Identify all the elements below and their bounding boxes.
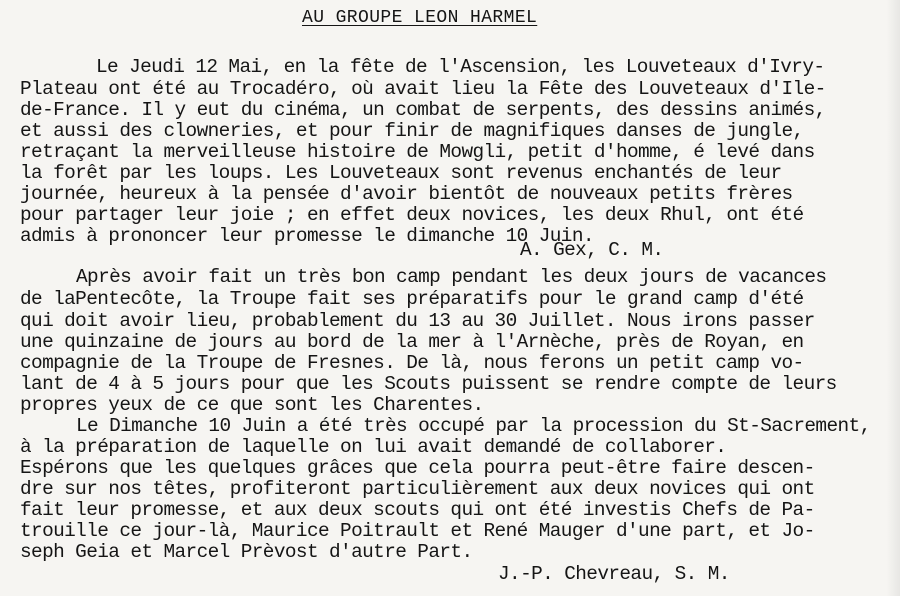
- paragraph1-line-9: admis à prononcer leur promesse le dimanche 10 Juin.: [20, 225, 594, 247]
- signature-gex: A. Gex, C. M.: [520, 239, 664, 261]
- paragraph3-line-4: dre sur nos têtes, profiteront particulièrement aux deux novices qui ont: [20, 478, 815, 500]
- paragraph3-line-7: seph Geia et Marcel Prèvost d'autre Part.: [20, 541, 473, 563]
- paragraph1-line-8: pour partager leur joie ; en effet deux novices, les deux Rhul, ont été: [20, 204, 804, 226]
- page-edge-shadow: [886, 0, 900, 596]
- paragraph1-line-3: de-France. Il y eut du cinéma, un combat de serpents, des dessins animés,: [20, 99, 826, 121]
- paragraph3-line-1: Le Dimanche 10 Juin a été très occupé par la procession du St-Sacrement,: [76, 415, 871, 437]
- paragraph2-line-2: de laPentecôte, la Troupe fait ses préparatifs pour le grand camp d'été: [20, 288, 804, 310]
- paragraph3-line-6: trouille ce jour-là, Maurice Poitrault et René Mauger d'une part, et Jo-: [20, 520, 815, 542]
- paragraph1-line-1: Le Jeudi 12 Mai, en la fête de l'Ascension, les Louveteaux d'Ivry-: [96, 56, 825, 78]
- paragraph2-line-1: Après avoir fait un très bon camp pendant les deux jours de vacances: [76, 266, 827, 288]
- paragraph1-line-7: journée, heureux à la pensée d'avoir bientôt de nouveaux petits frères: [20, 183, 793, 205]
- paragraph2-line-6: lant de 4 à 5 jours pour que les Scouts puissent se rendre compte de leurs: [20, 373, 837, 395]
- paragraph1-line-5: retraçant la merveilleuse histoire de Mowgli, petit d'homme, é levé dans: [20, 141, 815, 163]
- paragraph1-line-2: Plateau ont été au Trocadéro, où avait lieu la Fête des Louveteaux d'Ile-: [20, 78, 826, 100]
- paragraph1-line-4: et aussi des clowneries, et pour finir de magnifiques danses de jungle,: [20, 120, 804, 142]
- paragraph2-line-5: compagnie de la Troupe de Fresnes. De là, nous ferons un petit camp vo-: [20, 352, 804, 374]
- paragraph2-line-4: une quinzaine de jours au bord de la mer à l'Arnèche, près de Royan, en: [20, 331, 804, 353]
- paragraph2-line-7: propres yeux de ce que sont les Charentes.: [20, 394, 484, 416]
- paragraph3-line-5: fait leur promesse, et aux deux scouts qui ont été investis Chefs de Pa-: [20, 499, 815, 521]
- paragraph1-line-6: la forêt par les loups. Les Louveteaux sont revenus enchantés de leur: [20, 162, 782, 184]
- paragraph3-line-3: Espérons que les quelques grâces que cela pourra peut-être faire descen-: [20, 457, 815, 479]
- signature-chevreau: J.-P. Chevreau, S. M.: [498, 563, 730, 585]
- paragraph3-line-2: à la préparation de laquelle on lui avait demandé de collaborer.: [20, 436, 727, 458]
- document-title: AU GROUPE LEON HARMEL: [302, 8, 538, 28]
- paragraph2-line-3: qui doit avoir lieu, probablement du 13 au 30 Juillet. Nous irons passer: [20, 310, 815, 332]
